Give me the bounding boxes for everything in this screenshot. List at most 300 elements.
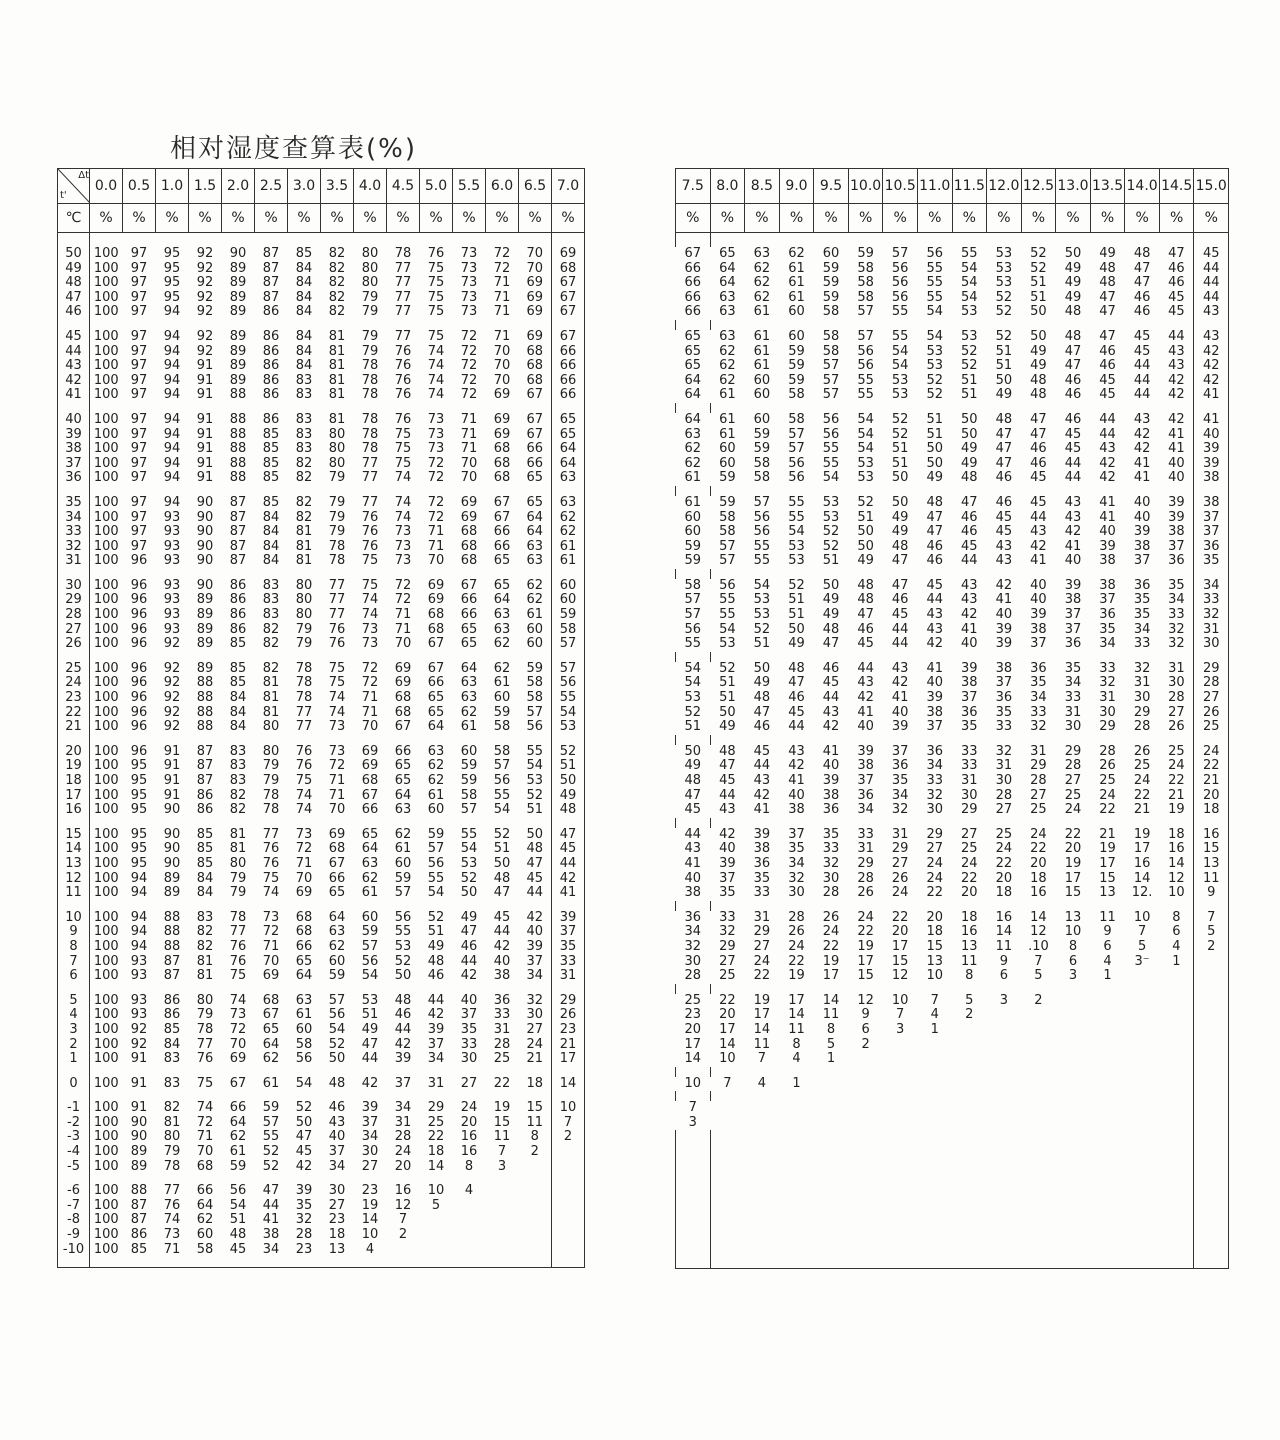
humidity-value: 75 xyxy=(295,773,313,788)
humidity-value xyxy=(952,1116,987,1131)
spacer-cell xyxy=(987,233,1022,248)
humidity-value: 39 xyxy=(394,1051,412,1067)
humidity-value: 94 xyxy=(130,938,148,954)
wet-bulb-temp: 26 xyxy=(58,637,90,652)
humidity-value: 59 xyxy=(788,358,805,374)
humidity-value: 44 xyxy=(1099,411,1116,427)
table-row xyxy=(676,828,1229,843)
humidity-value: 21 xyxy=(1194,774,1229,789)
humidity-value: 34 xyxy=(926,758,943,774)
humidity-value: 66 xyxy=(552,388,585,403)
humidity-value: 74 xyxy=(394,494,412,510)
humidity-value: 90 xyxy=(196,494,214,510)
humidity-value: 100 xyxy=(93,411,119,427)
table-row xyxy=(58,525,585,540)
humidity-value: 62 xyxy=(788,246,805,261)
humidity-value: 51 xyxy=(1030,289,1047,305)
humidity-value: 63 xyxy=(493,607,511,623)
spacer-cell xyxy=(321,233,354,248)
humidity-value: 67 xyxy=(552,305,585,320)
humidity-value: 65 xyxy=(427,690,445,706)
humidity-value: 57 xyxy=(822,372,840,388)
humidity-value: 80 xyxy=(295,577,313,593)
humidity-value: 38 xyxy=(1168,524,1185,540)
humidity-value: 44 xyxy=(961,553,978,569)
humidity-value: 57 xyxy=(822,358,840,374)
spacer-cell xyxy=(156,233,189,248)
humidity-value: 59 xyxy=(552,608,585,623)
humidity-value: 28 xyxy=(1194,676,1229,691)
humidity-value: 73 xyxy=(361,636,379,652)
humidity-value: 58 xyxy=(493,719,511,735)
humidity-value: 45 xyxy=(1064,441,1082,457)
humidity-value: 37 xyxy=(526,953,544,969)
humidity-value: 54 xyxy=(684,675,702,691)
humidity-value: 57 xyxy=(262,1114,280,1130)
humidity-value: 61 xyxy=(262,1075,280,1091)
humidity-value: 97 xyxy=(130,372,148,388)
humidity-value: 32 xyxy=(684,938,702,954)
humidity-value: 50 xyxy=(493,855,511,871)
table-row xyxy=(676,994,1229,1009)
humidity-value: 48 xyxy=(857,577,874,593)
humidity-value: 55 xyxy=(684,636,702,652)
humidity-value: 44 xyxy=(684,826,702,842)
humidity-value: 30 xyxy=(460,1051,478,1067)
humidity-value: 49 xyxy=(1064,289,1082,305)
humidity-value: 97 xyxy=(130,411,148,427)
humidity-value: 2 xyxy=(552,1130,585,1145)
humidity-value: 11 xyxy=(753,1036,771,1052)
spacer-cell xyxy=(552,1257,585,1268)
table-row xyxy=(58,720,585,735)
humidity-value: 20 xyxy=(1064,841,1082,857)
humidity-value: 31 xyxy=(961,773,978,788)
humidity-value: 27 xyxy=(995,802,1013,818)
humidity-value: 52 xyxy=(788,577,805,593)
humidity-value: 73 xyxy=(460,289,478,305)
humidity-value: 81 xyxy=(295,553,313,569)
humidity-value: 51 xyxy=(493,841,511,857)
table-row xyxy=(58,496,585,511)
humidity-value: 14 xyxy=(361,1212,379,1228)
table-row xyxy=(58,330,585,345)
delta-t-header: 15.0 xyxy=(1194,169,1229,204)
humidity-value: 62 xyxy=(684,455,702,471)
humidity-value: 55 xyxy=(719,607,736,623)
humidity-value: 63 xyxy=(552,496,585,511)
humidity-value: 100 xyxy=(93,592,119,608)
humidity-value: 76 xyxy=(163,1197,181,1213)
humidity-value: 41 xyxy=(1064,538,1082,554)
humidity-value: 58 xyxy=(753,470,771,486)
humidity-value xyxy=(1194,1038,1229,1053)
table-row xyxy=(58,969,585,984)
humidity-value: 93 xyxy=(163,621,181,637)
humidity-value: 44 xyxy=(460,953,478,969)
humidity-value: 40 xyxy=(1099,524,1116,540)
humidity-value: 14 xyxy=(684,1051,702,1067)
humidity-value: 70 xyxy=(493,358,511,374)
humidity-value: 41 xyxy=(684,855,702,871)
humidity-value: 37 xyxy=(1099,592,1116,608)
humidity-value: 54 xyxy=(753,577,771,593)
humidity-value: 48 xyxy=(394,992,412,1008)
humidity-value: 13 xyxy=(1099,885,1116,901)
humidity-value: 69 xyxy=(427,577,445,593)
humidity-value: 10 xyxy=(684,1075,702,1091)
humidity-value: 55 xyxy=(857,372,874,388)
humidity-value: 17 xyxy=(857,953,874,969)
humidity-value: 82 xyxy=(328,260,346,276)
humidity-value: 100 xyxy=(93,553,119,569)
humidity-value: 91 xyxy=(196,358,214,374)
spacer-cell xyxy=(952,1067,987,1077)
humidity-value: 35 xyxy=(1168,577,1185,593)
humidity-value: 52 xyxy=(1030,246,1047,261)
humidity-value: 24 xyxy=(753,953,771,969)
wet-bulb-temp: 8 xyxy=(58,940,90,955)
table-row xyxy=(676,925,1229,940)
humidity-value xyxy=(1159,1008,1194,1023)
humidity-value xyxy=(1021,1077,1056,1092)
humidity-value: 62 xyxy=(526,592,544,608)
humidity-value: 76 xyxy=(262,841,280,857)
humidity-value: 74 xyxy=(427,372,445,388)
humidity-value: 36 xyxy=(857,787,874,803)
delta-t-header: 0.0 xyxy=(90,169,123,204)
humidity-value: 48 xyxy=(1030,372,1047,388)
humidity-value: 76 xyxy=(394,343,412,359)
humidity-value: 55 xyxy=(822,455,840,471)
wet-bulb-temp: 13 xyxy=(58,857,90,872)
humidity-value: 5 xyxy=(1194,925,1229,940)
humidity-value: 78 xyxy=(295,660,313,676)
humidity-value: 46 xyxy=(995,470,1013,486)
humidity-value: 60 xyxy=(526,621,544,637)
humidity-value: 76 xyxy=(328,621,346,637)
humidity-value: 14 xyxy=(753,1021,771,1037)
humidity-value: 100 xyxy=(93,1212,119,1228)
humidity-value xyxy=(1159,1052,1194,1067)
humidity-value: 36 xyxy=(926,743,943,759)
table-row xyxy=(58,608,585,623)
humidity-value: 25 xyxy=(1168,743,1185,759)
humidity-value: 67 xyxy=(552,291,585,306)
humidity-value: 60 xyxy=(684,524,702,540)
humidity-value: 45 xyxy=(552,842,585,857)
humidity-value: 27 xyxy=(328,1197,346,1213)
humidity-value: 97 xyxy=(130,494,148,510)
table-row xyxy=(58,291,585,306)
humidity-value: 32 xyxy=(926,787,943,803)
humidity-value: 68 xyxy=(427,607,445,623)
humidity-value: 39 xyxy=(926,690,943,706)
humidity-value: 61 xyxy=(753,343,771,359)
humidity-value: 38 xyxy=(961,675,978,691)
humidity-value: 21 xyxy=(526,1051,544,1067)
table-row xyxy=(58,579,585,594)
wet-bulb-temp: 47 xyxy=(58,291,90,306)
humidity-value: 87 xyxy=(229,524,247,540)
humidity-value: 31 xyxy=(1168,660,1185,676)
humidity-value: 53 xyxy=(394,938,412,954)
table-row xyxy=(676,1116,1229,1131)
humidity-value: 70 xyxy=(460,455,478,471)
humidity-value: 76 xyxy=(361,538,379,554)
humidity-value: 20 xyxy=(926,909,943,925)
humidity-value: 92 xyxy=(163,660,181,676)
unit-header-row-right xyxy=(676,204,1229,233)
humidity-value: 56 xyxy=(684,621,702,637)
humidity-value: 100 xyxy=(93,1158,119,1174)
humidity-value: 70 xyxy=(493,343,511,359)
humidity-value: 92 xyxy=(130,1021,148,1037)
humidity-value: 89 xyxy=(229,289,247,305)
humidity-value: 59 xyxy=(684,553,702,569)
humidity-value: 31 xyxy=(857,841,874,857)
humidity-value: 42 xyxy=(493,938,511,954)
humidity-value: 62 xyxy=(719,343,736,359)
humidity-value: 89 xyxy=(229,372,247,388)
humidity-value: 13 xyxy=(1194,857,1229,872)
humidity-value xyxy=(987,1023,1022,1038)
humidity-value: 81 xyxy=(262,690,280,706)
humidity-value: 8 xyxy=(464,1158,474,1174)
humidity-value: 45 xyxy=(891,607,909,623)
wet-bulb-temp: 34 xyxy=(58,511,90,526)
humidity-value xyxy=(1159,994,1194,1009)
humidity-value xyxy=(1125,969,1160,984)
humidity-value xyxy=(848,1077,883,1092)
humidity-value: 85 xyxy=(196,855,214,871)
table-row xyxy=(676,579,1229,594)
humidity-value xyxy=(987,1101,1022,1116)
table-row xyxy=(58,247,585,262)
humidity-value: 74 xyxy=(394,470,412,486)
humidity-value: 69 xyxy=(328,826,346,842)
humidity-value: 2 xyxy=(530,1144,539,1160)
humidity-value: 75 xyxy=(229,968,247,984)
humidity-value: 44 xyxy=(526,885,544,901)
humidity-value: 79 xyxy=(295,621,313,637)
humidity-table-left xyxy=(57,168,585,1268)
humidity-value: 60 xyxy=(196,1227,214,1243)
humidity-value: 4 xyxy=(792,1051,801,1067)
humidity-value: 63 xyxy=(753,246,771,261)
spacer-cell xyxy=(288,1257,321,1268)
humidity-value: 51 xyxy=(719,675,736,691)
humidity-value: 56 xyxy=(719,577,736,593)
humidity-value: 55 xyxy=(460,826,478,842)
humidity-value: 41 xyxy=(1099,494,1116,510)
humidity-value: 51 xyxy=(753,636,771,652)
humidity-value: 35 xyxy=(1064,660,1082,676)
humidity-value: 47 xyxy=(857,607,874,623)
humidity-value: 62 xyxy=(753,289,771,305)
humidity-value: 24 xyxy=(926,855,943,871)
humidity-value: 19 xyxy=(788,968,805,984)
humidity-value: 93 xyxy=(130,992,148,1008)
humidity-value: 74 xyxy=(427,387,445,403)
table-row xyxy=(58,706,585,721)
humidity-value: 80 xyxy=(328,455,346,471)
humidity-value: 40 xyxy=(684,870,702,886)
humidity-value: 29 xyxy=(891,841,909,857)
humidity-value: 57 xyxy=(493,758,511,774)
humidity-value: 27 xyxy=(926,841,943,857)
humidity-value: 36 xyxy=(1099,607,1116,623)
humidity-value: 58 xyxy=(719,524,736,540)
humidity-value: 41 xyxy=(926,660,943,676)
humidity-value: 76 xyxy=(394,387,412,403)
humidity-value: 51 xyxy=(1030,275,1047,291)
humidity-value: 56 xyxy=(427,855,445,871)
delta-t-header: 9.0 xyxy=(779,169,814,204)
humidity-value: 85 xyxy=(262,441,280,457)
humidity-value: 53 xyxy=(995,260,1013,276)
table-row xyxy=(676,330,1229,345)
humidity-value: 43 xyxy=(891,660,909,676)
humidity-value: 59 xyxy=(493,704,511,720)
humidity-value: 47 xyxy=(1099,328,1116,344)
humidity-value: 71 xyxy=(493,275,511,291)
humidity-value: 58 xyxy=(788,411,805,427)
humidity-value: 69 xyxy=(361,758,379,774)
humidity-value: 40 xyxy=(995,607,1013,623)
humidity-value: 21 xyxy=(552,1038,585,1053)
percent-unit: % xyxy=(486,204,519,233)
table-row xyxy=(58,374,585,389)
humidity-value: 100 xyxy=(93,1144,119,1160)
humidity-value: 48 xyxy=(1133,246,1151,261)
humidity-value: 73 xyxy=(427,441,445,457)
humidity-value: 22 xyxy=(427,1129,445,1145)
humidity-value: 88 xyxy=(163,938,181,954)
humidity-value: 26 xyxy=(1099,758,1116,774)
humidity-value: 53 xyxy=(753,607,771,623)
humidity-value xyxy=(552,1228,585,1243)
humidity-value: 33 xyxy=(493,1007,511,1023)
humidity-value: 32 xyxy=(295,1212,313,1228)
humidity-value: 89 xyxy=(196,592,214,608)
humidity-value: 61 xyxy=(788,289,805,305)
humidity-value: 47 xyxy=(753,704,771,720)
humidity-value: 69 xyxy=(526,328,544,344)
humidity-value: 17 xyxy=(1133,841,1151,857)
unit-header-row xyxy=(58,204,585,233)
humidity-value: 3⁻ xyxy=(1134,953,1150,969)
humidity-value: 39 xyxy=(295,1183,313,1199)
humidity-value xyxy=(552,1199,585,1214)
humidity-value: 57 xyxy=(552,662,585,677)
humidity-value: 77 xyxy=(361,455,379,471)
humidity-value: 65 xyxy=(552,428,585,443)
humidity-value: 25 xyxy=(427,1114,445,1130)
humidity-value: 79 xyxy=(361,289,379,305)
humidity-value: 87 xyxy=(229,553,247,569)
humidity-value: 58 xyxy=(460,787,478,803)
humidity-value: 47 xyxy=(262,1183,280,1199)
humidity-value: 54 xyxy=(719,621,736,637)
wet-bulb-temp: 7 xyxy=(58,955,90,970)
spacer-cell xyxy=(1125,1091,1160,1101)
humidity-value: 92 xyxy=(196,246,214,261)
humidity-value: 62 xyxy=(427,758,445,774)
table-row xyxy=(58,345,585,360)
humidity-value: 22 xyxy=(1064,826,1082,842)
humidity-value: 40 xyxy=(1194,428,1229,443)
humidity-value: 54 xyxy=(229,1197,247,1213)
humidity-value: 10 xyxy=(427,1183,445,1199)
humidity-value: 22 xyxy=(753,968,771,984)
humidity-value: 84 xyxy=(262,509,280,525)
humidity-value: 14 xyxy=(552,1077,585,1092)
humidity-value: 57 xyxy=(719,553,736,569)
spacer-cell xyxy=(387,233,420,248)
humidity-value: 17 xyxy=(684,1036,702,1052)
humidity-value: 91 xyxy=(196,372,214,388)
humidity-value: 50 xyxy=(961,426,978,442)
humidity-value: 60 xyxy=(753,411,771,427)
spacer-cell xyxy=(387,1257,420,1268)
humidity-value: 61 xyxy=(719,411,736,427)
humidity-value: 57 xyxy=(753,494,771,510)
humidity-value: 100 xyxy=(93,577,119,593)
table-row xyxy=(676,637,1229,652)
humidity-value: 28 xyxy=(995,787,1013,803)
humidity-value: 100 xyxy=(93,328,119,344)
humidity-value: 86 xyxy=(196,802,214,818)
humidity-value: 52 xyxy=(822,538,840,554)
humidity-value: 79 xyxy=(196,1007,214,1023)
humidity-value: 37 xyxy=(1064,607,1082,623)
humidity-value: 92 xyxy=(163,690,181,706)
humidity-value: 70 xyxy=(493,372,511,388)
humidity-value: 34 xyxy=(788,855,805,871)
humidity-value: 47 xyxy=(1064,358,1082,374)
spacer-cell xyxy=(156,1257,189,1268)
humidity-value: 96 xyxy=(130,743,148,759)
humidity-value: 30 xyxy=(328,1183,346,1199)
humidity-value: 71 xyxy=(394,607,412,623)
humidity-value: 43 xyxy=(719,802,736,818)
humidity-value: 100 xyxy=(93,909,119,925)
delta-t-header: 10.0 xyxy=(848,169,883,204)
wet-bulb-temp: -6 xyxy=(58,1184,90,1199)
humidity-value: 75 xyxy=(328,660,346,676)
humidity-value: 61 xyxy=(684,470,702,486)
spacer-cell xyxy=(486,1257,519,1268)
humidity-value: 44 xyxy=(262,1197,280,1213)
spacer-cell xyxy=(1090,1091,1125,1101)
humidity-value: 90 xyxy=(196,553,214,569)
humidity-value: 100 xyxy=(93,855,119,871)
humidity-value: 85 xyxy=(163,1021,181,1037)
humidity-value: 56 xyxy=(788,470,805,486)
table-row xyxy=(58,759,585,774)
humidity-value: 47 xyxy=(1030,426,1047,442)
humidity-value: 71 xyxy=(493,328,511,344)
humidity-value: 15 xyxy=(1194,842,1229,857)
humidity-value: 60 xyxy=(719,441,736,457)
humidity-value: 97 xyxy=(130,289,148,305)
humidity-value: 26 xyxy=(891,870,909,886)
humidity-value: 100 xyxy=(93,509,119,525)
humidity-value: 5 xyxy=(826,1036,836,1052)
humidity-value: 63 xyxy=(719,304,736,320)
humidity-value: 56 xyxy=(493,773,511,788)
